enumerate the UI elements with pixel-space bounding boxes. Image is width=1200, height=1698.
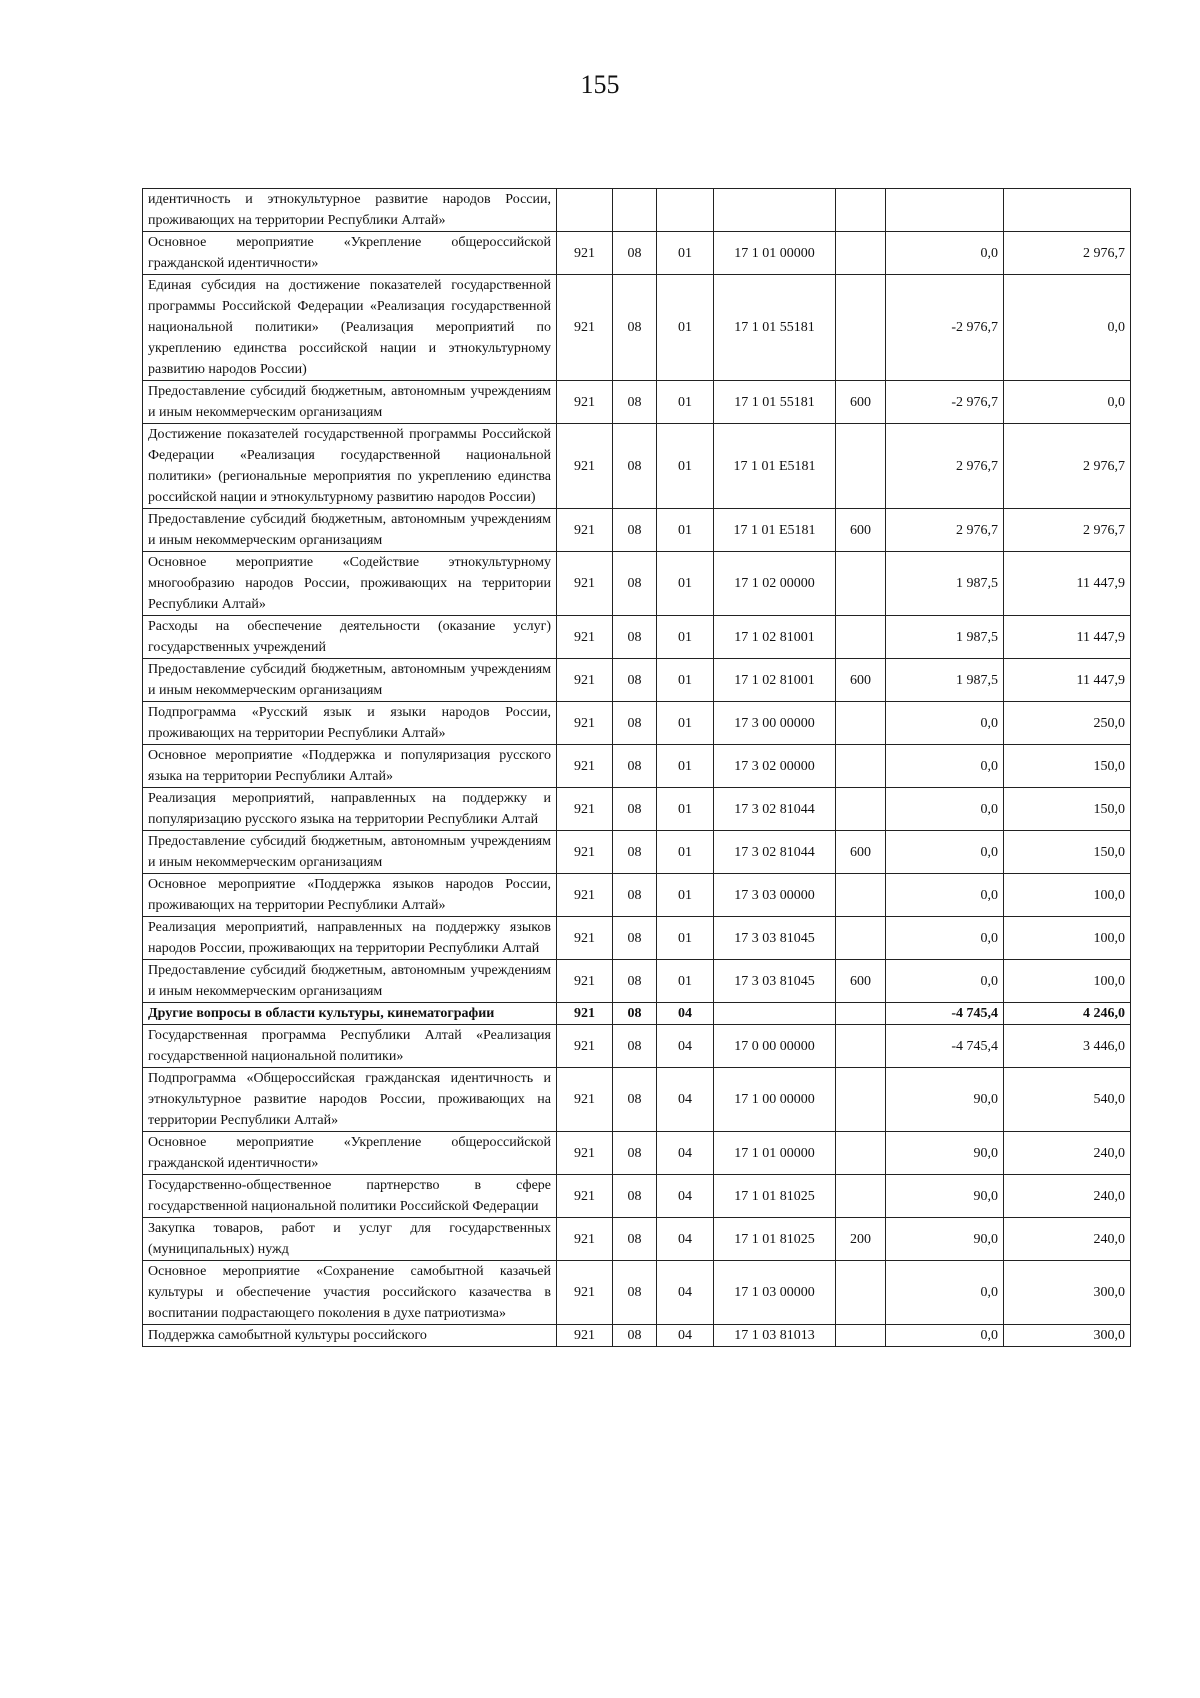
expense-type-code [836, 232, 886, 275]
amount-total: 2 976,7 [1004, 509, 1131, 552]
expense-type-code [836, 745, 886, 788]
row-description: Государственная программа Республики Алтай «Реализация государственной национальной политики» [143, 1025, 557, 1068]
expense-type-code [836, 702, 886, 745]
department-code: 921 [557, 788, 613, 831]
department-code: 921 [557, 616, 613, 659]
target-article-code: 17 1 02 00000 [714, 552, 836, 616]
row-description: Основное мероприятие «Поддержка языков народов России, проживающих на территории Республики Алтай» [143, 874, 557, 917]
target-article-code: 17 1 03 81013 [714, 1325, 836, 1347]
amount-change: 0,0 [886, 874, 1004, 917]
subsection-code: 04 [657, 1003, 714, 1025]
section-code: 08 [613, 381, 657, 424]
amount-change: 2 976,7 [886, 424, 1004, 509]
expense-type-code: 600 [836, 831, 886, 874]
table-row [143, 1261, 1131, 1325]
amount-change: -4 745,4 [886, 1003, 1004, 1025]
amount-total: 2 976,7 [1004, 424, 1131, 509]
section-code: 08 [613, 1325, 657, 1347]
amount-change: 0,0 [886, 960, 1004, 1003]
department-code: 921 [557, 745, 613, 788]
table-row [143, 1068, 1131, 1132]
row-description: Предоставление субсидий бюджетным, автономным учреждениям и иным некоммерческим организациям [143, 831, 557, 874]
amount-change: -2 976,7 [886, 275, 1004, 381]
table-row [143, 960, 1131, 1003]
section-code: 08 [613, 1068, 657, 1132]
target-article-code: 17 1 01 E5181 [714, 424, 836, 509]
amount-change: -4 745,4 [886, 1025, 1004, 1068]
subsection-code: 01 [657, 702, 714, 745]
amount-change: 0,0 [886, 1325, 1004, 1347]
target-article-code: 17 3 02 81044 [714, 788, 836, 831]
page-number: 155 [580, 70, 620, 99]
amount-change: 90,0 [886, 1175, 1004, 1218]
amount-total: 300,0 [1004, 1325, 1131, 1347]
subsection-code: 01 [657, 831, 714, 874]
amount-change: 90,0 [886, 1218, 1004, 1261]
amount-change: 1 987,5 [886, 552, 1004, 616]
section-code: 08 [613, 1261, 657, 1325]
amount-total: 0,0 [1004, 275, 1131, 381]
department-code: 921 [557, 702, 613, 745]
expense-type-code [836, 1132, 886, 1175]
section-code: 08 [613, 745, 657, 788]
row-description: идентичность и этнокультурное развитие народов России, проживающих на территории Республики Алтай» [143, 189, 557, 232]
department-code: 921 [557, 1003, 613, 1025]
expense-type-code [836, 189, 886, 232]
table-row [143, 1003, 1131, 1025]
section-code: 08 [613, 1025, 657, 1068]
target-article-code: 17 1 02 81001 [714, 616, 836, 659]
target-article-code: 17 1 01 55181 [714, 275, 836, 381]
amount-total: 11 447,9 [1004, 552, 1131, 616]
table-row [143, 1132, 1131, 1175]
department-code: 921 [557, 275, 613, 381]
section-code: 08 [613, 1218, 657, 1261]
subsection-code: 04 [657, 1025, 714, 1068]
row-description: Основное мероприятие «Сохранение самобытной казачьей культуры и обеспечение участия российского казачества в воспитании подрастающего поколения в духе патриотизма» [143, 1261, 557, 1325]
row-description: Единая субсидия на достижение показателей государственной программы Российской Федерации «Реализация государственной национальной политики» (Реализация мероприятий по укреплению единства российской нации и этнокультурному развитию народов России) [143, 275, 557, 381]
amount-total: 3 446,0 [1004, 1025, 1131, 1068]
section-code: 08 [613, 424, 657, 509]
target-article-code: 17 1 01 00000 [714, 232, 836, 275]
department-code: 921 [557, 1175, 613, 1218]
amount-total: 4 246,0 [1004, 1003, 1131, 1025]
table-row [143, 874, 1131, 917]
amount-total: 150,0 [1004, 745, 1131, 788]
subsection-code: 01 [657, 659, 714, 702]
amount-total: 540,0 [1004, 1068, 1131, 1132]
subsection-code: 01 [657, 960, 714, 1003]
section-code: 08 [613, 831, 657, 874]
expense-type-code [836, 874, 886, 917]
amount-change: -2 976,7 [886, 381, 1004, 424]
amount-change: 0,0 [886, 232, 1004, 275]
budget-table-body [143, 189, 1131, 1347]
row-description: Поддержка самобытной культуры российского [143, 1325, 557, 1347]
target-article-code [714, 1003, 836, 1025]
expense-type-code [836, 1261, 886, 1325]
target-article-code: 17 1 01 81025 [714, 1218, 836, 1261]
amount-total: 100,0 [1004, 917, 1131, 960]
amount-change: 0,0 [886, 917, 1004, 960]
target-article-code: 17 3 02 81044 [714, 831, 836, 874]
expense-type-code [836, 917, 886, 960]
section-code: 08 [613, 788, 657, 831]
department-code: 921 [557, 424, 613, 509]
section-code: 08 [613, 659, 657, 702]
target-article-code: 17 3 03 81045 [714, 917, 836, 960]
section-code: 08 [613, 960, 657, 1003]
table-row [143, 509, 1131, 552]
row-description: Реализация мероприятий, направленных на поддержку языков народов России, проживающих на территории Республики Алтай [143, 917, 557, 960]
row-description: Реализация мероприятий, направленных на поддержку и популяризацию русского языка на территории Республики Алтай [143, 788, 557, 831]
table-row [143, 745, 1131, 788]
department-code: 921 [557, 874, 613, 917]
target-article-code: 17 3 00 00000 [714, 702, 836, 745]
expense-type-code [836, 1325, 886, 1347]
department-code: 921 [557, 1068, 613, 1132]
expense-type-code [836, 424, 886, 509]
department-code: 921 [557, 552, 613, 616]
subsection-code: 01 [657, 745, 714, 788]
row-description: Предоставление субсидий бюджетным, автономным учреждениям и иным некоммерческим организациям [143, 381, 557, 424]
section-code: 08 [613, 1175, 657, 1218]
amount-total: 0,0 [1004, 381, 1131, 424]
row-description: Достижение показателей государственной программы Российской Федерации «Реализация государственной национальной политики» (региональные мероприятия по укреплению единства российской нации и этнокультурному развитию народов России) [143, 424, 557, 509]
subsection-code: 01 [657, 616, 714, 659]
department-code: 921 [557, 509, 613, 552]
section-code: 08 [613, 702, 657, 745]
table-row [143, 702, 1131, 745]
row-description: Предоставление субсидий бюджетным, автономным учреждениям и иным некоммерческим организациям [143, 960, 557, 1003]
amount-total: 240,0 [1004, 1175, 1131, 1218]
department-code: 921 [557, 1261, 613, 1325]
target-article-code: 17 1 03 00000 [714, 1261, 836, 1325]
target-article-code: 17 1 01 E5181 [714, 509, 836, 552]
subsection-code: 04 [657, 1261, 714, 1325]
target-article-code: 17 1 02 81001 [714, 659, 836, 702]
table-row [143, 232, 1131, 275]
row-description: Подпрограмма «Русский язык и языки народов России, проживающих на территории Республики Алтай» [143, 702, 557, 745]
department-code [557, 189, 613, 232]
amount-change [886, 189, 1004, 232]
section-code: 08 [613, 917, 657, 960]
expense-type-code [836, 1175, 886, 1218]
subsection-code: 01 [657, 917, 714, 960]
section-code: 08 [613, 552, 657, 616]
subsection-code: 04 [657, 1068, 714, 1132]
expense-type-code [836, 616, 886, 659]
table-row [143, 917, 1131, 960]
table-row [143, 659, 1131, 702]
subsection-code: 01 [657, 509, 714, 552]
subsection-code: 01 [657, 788, 714, 831]
subsection-code: 01 [657, 232, 714, 275]
department-code: 921 [557, 1325, 613, 1347]
amount-total: 11 447,9 [1004, 659, 1131, 702]
amount-change: 0,0 [886, 745, 1004, 788]
department-code: 921 [557, 1025, 613, 1068]
target-article-code: 17 1 01 55181 [714, 381, 836, 424]
table-row [143, 552, 1131, 616]
target-article-code: 17 1 01 81025 [714, 1175, 836, 1218]
section-code: 08 [613, 509, 657, 552]
target-article-code: 17 1 01 00000 [714, 1132, 836, 1175]
expense-type-code: 200 [836, 1218, 886, 1261]
amount-total: 250,0 [1004, 702, 1131, 745]
amount-change: 0,0 [886, 831, 1004, 874]
department-code: 921 [557, 232, 613, 275]
expense-type-code [836, 552, 886, 616]
expense-type-code [836, 788, 886, 831]
table-row [143, 1325, 1131, 1347]
target-article-code: 17 0 00 00000 [714, 1025, 836, 1068]
row-description: Основное мероприятие «Содействие этнокультурному многообразию народов России, проживающих на территории Республики Алтай» [143, 552, 557, 616]
table-row [143, 616, 1131, 659]
section-code: 08 [613, 1003, 657, 1025]
subsection-code [657, 189, 714, 232]
subsection-code: 04 [657, 1175, 714, 1218]
table-row [143, 1175, 1131, 1218]
amount-total: 11 447,9 [1004, 616, 1131, 659]
amount-total: 300,0 [1004, 1261, 1131, 1325]
amount-change: 1 987,5 [886, 616, 1004, 659]
table-row [143, 275, 1131, 381]
row-description: Расходы на обеспечение деятельности (оказание услуг) государственных учреждений [143, 616, 557, 659]
amount-total: 150,0 [1004, 788, 1131, 831]
row-description: Закупка товаров, работ и услуг для государственных (муниципальных) нужд [143, 1218, 557, 1261]
row-description: Государственно-общественное партнерство в сфере государственной национальной политики Российской Федерации [143, 1175, 557, 1218]
amount-total: 150,0 [1004, 831, 1131, 874]
row-description: Основное мероприятие «Поддержка и популяризация русского языка на территории Республики Алтай» [143, 745, 557, 788]
subsection-code: 01 [657, 275, 714, 381]
amount-total: 240,0 [1004, 1132, 1131, 1175]
row-description: Основное мероприятие «Укрепление общероссийской гражданской идентичности» [143, 1132, 557, 1175]
amount-total [1004, 189, 1131, 232]
subsection-code: 01 [657, 381, 714, 424]
subsection-code: 04 [657, 1325, 714, 1347]
expense-type-code [836, 1025, 886, 1068]
amount-total: 2 976,7 [1004, 232, 1131, 275]
table-row [143, 788, 1131, 831]
row-description: Основное мероприятие «Укрепление общероссийской гражданской идентичности» [143, 232, 557, 275]
table-row [143, 1218, 1131, 1261]
department-code: 921 [557, 381, 613, 424]
department-code: 921 [557, 1132, 613, 1175]
amount-change: 2 976,7 [886, 509, 1004, 552]
section-code: 08 [613, 232, 657, 275]
table-row [143, 831, 1131, 874]
amount-total: 100,0 [1004, 874, 1131, 917]
table-row [143, 381, 1131, 424]
target-article-code: 17 3 03 00000 [714, 874, 836, 917]
subsection-code: 01 [657, 424, 714, 509]
target-article-code: 17 1 00 00000 [714, 1068, 836, 1132]
expense-type-code [836, 1003, 886, 1025]
department-code: 921 [557, 659, 613, 702]
table-row [143, 424, 1131, 509]
row-description: Подпрограмма «Общероссийская гражданская идентичность и этнокультурное развитие народов России, проживающих на территории Республики Алтай» [143, 1068, 557, 1132]
expense-type-code: 600 [836, 960, 886, 1003]
amount-change: 0,0 [886, 1261, 1004, 1325]
amount-change: 0,0 [886, 702, 1004, 745]
expense-type-code [836, 1068, 886, 1132]
section-code: 08 [613, 275, 657, 381]
expense-type-code: 600 [836, 659, 886, 702]
target-article-code [714, 189, 836, 232]
department-code: 921 [557, 1218, 613, 1261]
amount-total: 100,0 [1004, 960, 1131, 1003]
amount-change: 0,0 [886, 788, 1004, 831]
target-article-code: 17 3 03 81045 [714, 960, 836, 1003]
section-code: 08 [613, 1132, 657, 1175]
row-description: Предоставление субсидий бюджетным, автономным учреждениям и иным некоммерческим организациям [143, 509, 557, 552]
target-article-code: 17 3 02 00000 [714, 745, 836, 788]
amount-change: 90,0 [886, 1132, 1004, 1175]
expense-type-code [836, 275, 886, 381]
subsection-code: 04 [657, 1132, 714, 1175]
amount-total: 240,0 [1004, 1218, 1131, 1261]
amount-change: 90,0 [886, 1068, 1004, 1132]
expense-type-code: 600 [836, 509, 886, 552]
budget-table [142, 188, 1131, 1347]
subsection-code: 01 [657, 552, 714, 616]
section-code [613, 189, 657, 232]
department-code: 921 [557, 917, 613, 960]
department-code: 921 [557, 831, 613, 874]
row-description: Другие вопросы в области культуры, кинематографии [143, 1003, 557, 1025]
table-row [143, 1025, 1131, 1068]
subsection-code: 01 [657, 874, 714, 917]
department-code: 921 [557, 960, 613, 1003]
expense-type-code: 600 [836, 381, 886, 424]
section-code: 08 [613, 874, 657, 917]
section-code: 08 [613, 616, 657, 659]
table-row [143, 189, 1131, 232]
amount-change: 1 987,5 [886, 659, 1004, 702]
row-description: Предоставление субсидий бюджетным, автономным учреждениям и иным некоммерческим организациям [143, 659, 557, 702]
subsection-code: 04 [657, 1218, 714, 1261]
